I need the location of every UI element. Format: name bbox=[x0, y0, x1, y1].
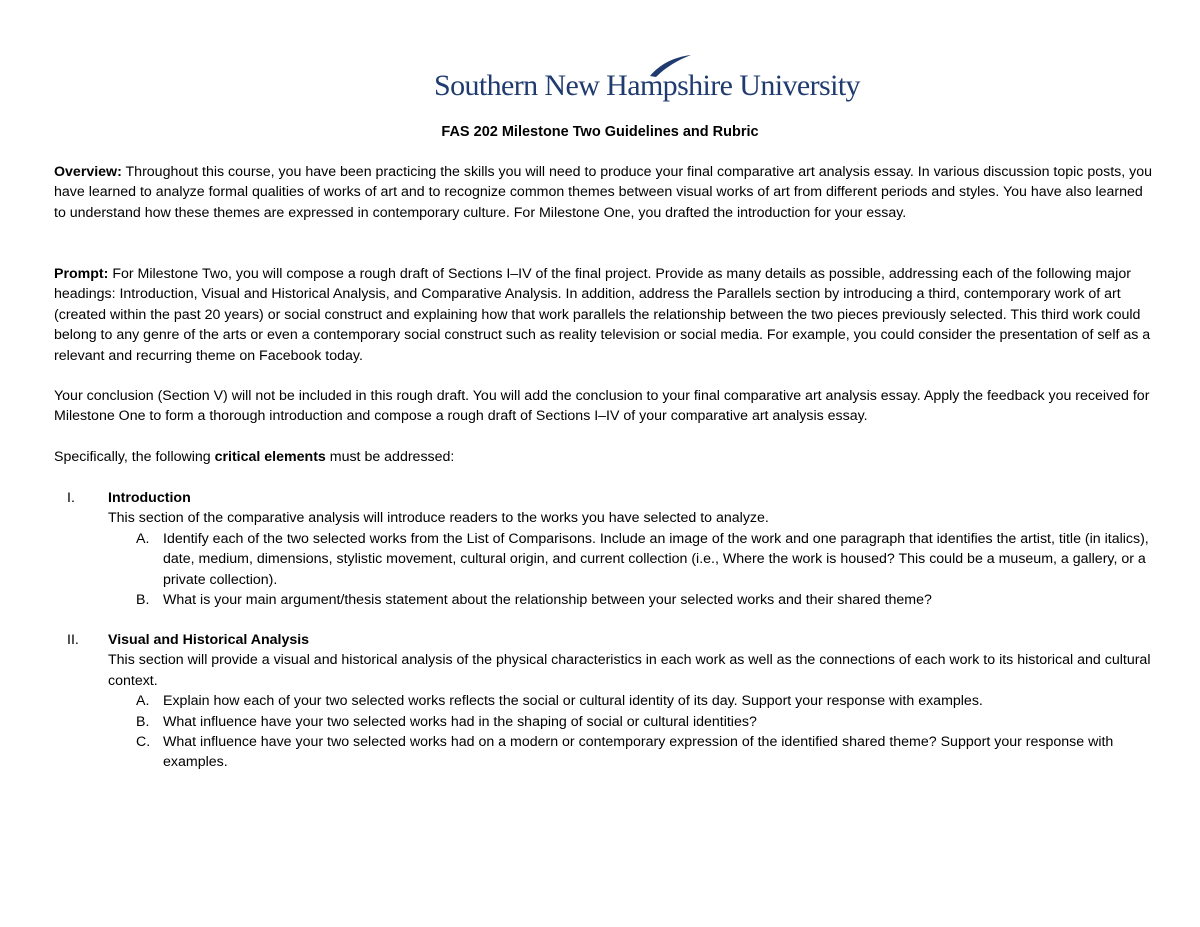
item-letter: A. bbox=[136, 530, 150, 547]
item-text: Identify each of the two selected works from the List of Comparisons. Include an image of the work and one paragraph that identifies the artist, title (in italics), date, medium, dimensions, stylistic movement, cultural origin, and current collection (i.e., Where the work is housed? This could be a museum, a gallery, or a private collection). bbox=[163, 530, 1149, 588]
list-item bbox=[54, 529, 1154, 590]
overview-text: Throughout this course, you have been practicing the skills you will need to produce your final comparative art analysis essay. In various discussion topic posts, you have learned to analyze formal qualities of works of art and to recognize common themes between visual works of art from different periods and styles. You have also learned to understand how these themes are expressed in contemporary culture. For Milestone One, you drafted the introduction for your essay. bbox=[54, 164, 1153, 221]
section-title: Introduction bbox=[108, 490, 191, 506]
conclusion-text: Your conclusion (Section V) will not be included in this rough draft. You will add the conclusion to your final comparative art analysis essay. Apply the feedback you received for Milestone One to form a thorough introduction and compose a rough draft of Sections I–IV of your comparative art analysis essay. bbox=[54, 388, 1150, 425]
section-numeral: I. bbox=[67, 490, 75, 506]
section-heading bbox=[54, 630, 1154, 650]
document-title: FAS 202 Milestone Two Guidelines and Rubric bbox=[441, 124, 759, 140]
critical-element-list bbox=[54, 529, 1154, 611]
section-heading bbox=[54, 488, 1154, 508]
list-item bbox=[54, 691, 1154, 711]
item-letter: A. bbox=[136, 693, 150, 710]
critical-element-list bbox=[54, 691, 1154, 773]
item-letter: C. bbox=[136, 734, 151, 751]
section-title: Visual and Historical Analysis bbox=[108, 632, 310, 648]
prompt-text: For Milestone Two, you will compose a rough draft of Sections I–IV of the final project. Provide as many details as possible, addressing each of the following major headings: Introduction, Visual and Historical Analysis, and Comparative Analysis. In addition, address the Parallels section by introducing a third, contemporary work of art (created within the past 20 years) or social construct and explaining how that work parallels the relationship between the two pieces previously selected. This third work could belong to any genre of the arts or even a contemporary social construct such as reality television or social media. For example, you could consider the presentation of self as a relevant and recurring theme on Facebook today. bbox=[54, 266, 1151, 364]
specifically-before: Specifically, the following bbox=[54, 449, 215, 465]
section-introduction bbox=[54, 488, 1154, 610]
item-text: Explain how each of your two selected works reflects the social or cultural identity of its day. Support your response with examples. bbox=[163, 693, 983, 710]
prompt-label: Prompt: bbox=[54, 266, 109, 282]
specifically-after: must be addressed: bbox=[325, 449, 455, 465]
section-visual-historical-analysis bbox=[54, 630, 1154, 773]
item-text: What influence have your two selected works had on a modern or contemporary expression of the identified shared theme? Support your response with examples. bbox=[163, 734, 1114, 771]
list-item bbox=[54, 732, 1154, 773]
prompt-paragraph bbox=[54, 264, 1154, 366]
university-logo bbox=[434, 60, 860, 108]
item-text: What influence have your two selected works had in the shaping of social or cultural identities? bbox=[163, 713, 757, 730]
section-description: This section will provide a visual and historical analysis of the physical characteristics in each work as well as the connections of each work to its historical and cultural context. bbox=[108, 652, 1151, 689]
list-item bbox=[54, 712, 1154, 732]
logo-wordmark: Southern New Hampshire University bbox=[434, 69, 860, 102]
overview-label: Overview: bbox=[54, 164, 122, 180]
item-letter: B. bbox=[136, 592, 150, 609]
section-description: This section of the comparative analysis will introduce readers to the works you have selected to analyze. bbox=[108, 510, 769, 527]
item-text: What is your main argument/thesis statement about the relationship between your selected works and their shared theme? bbox=[163, 592, 932, 609]
conclusion-paragraph bbox=[54, 386, 1154, 427]
section-numeral: II. bbox=[67, 632, 79, 648]
critical-elements-label: critical elements bbox=[214, 449, 326, 465]
specifically-paragraph bbox=[54, 447, 1154, 467]
item-letter: B. bbox=[136, 713, 150, 730]
list-item bbox=[54, 590, 1154, 610]
overview-paragraph bbox=[54, 162, 1154, 223]
